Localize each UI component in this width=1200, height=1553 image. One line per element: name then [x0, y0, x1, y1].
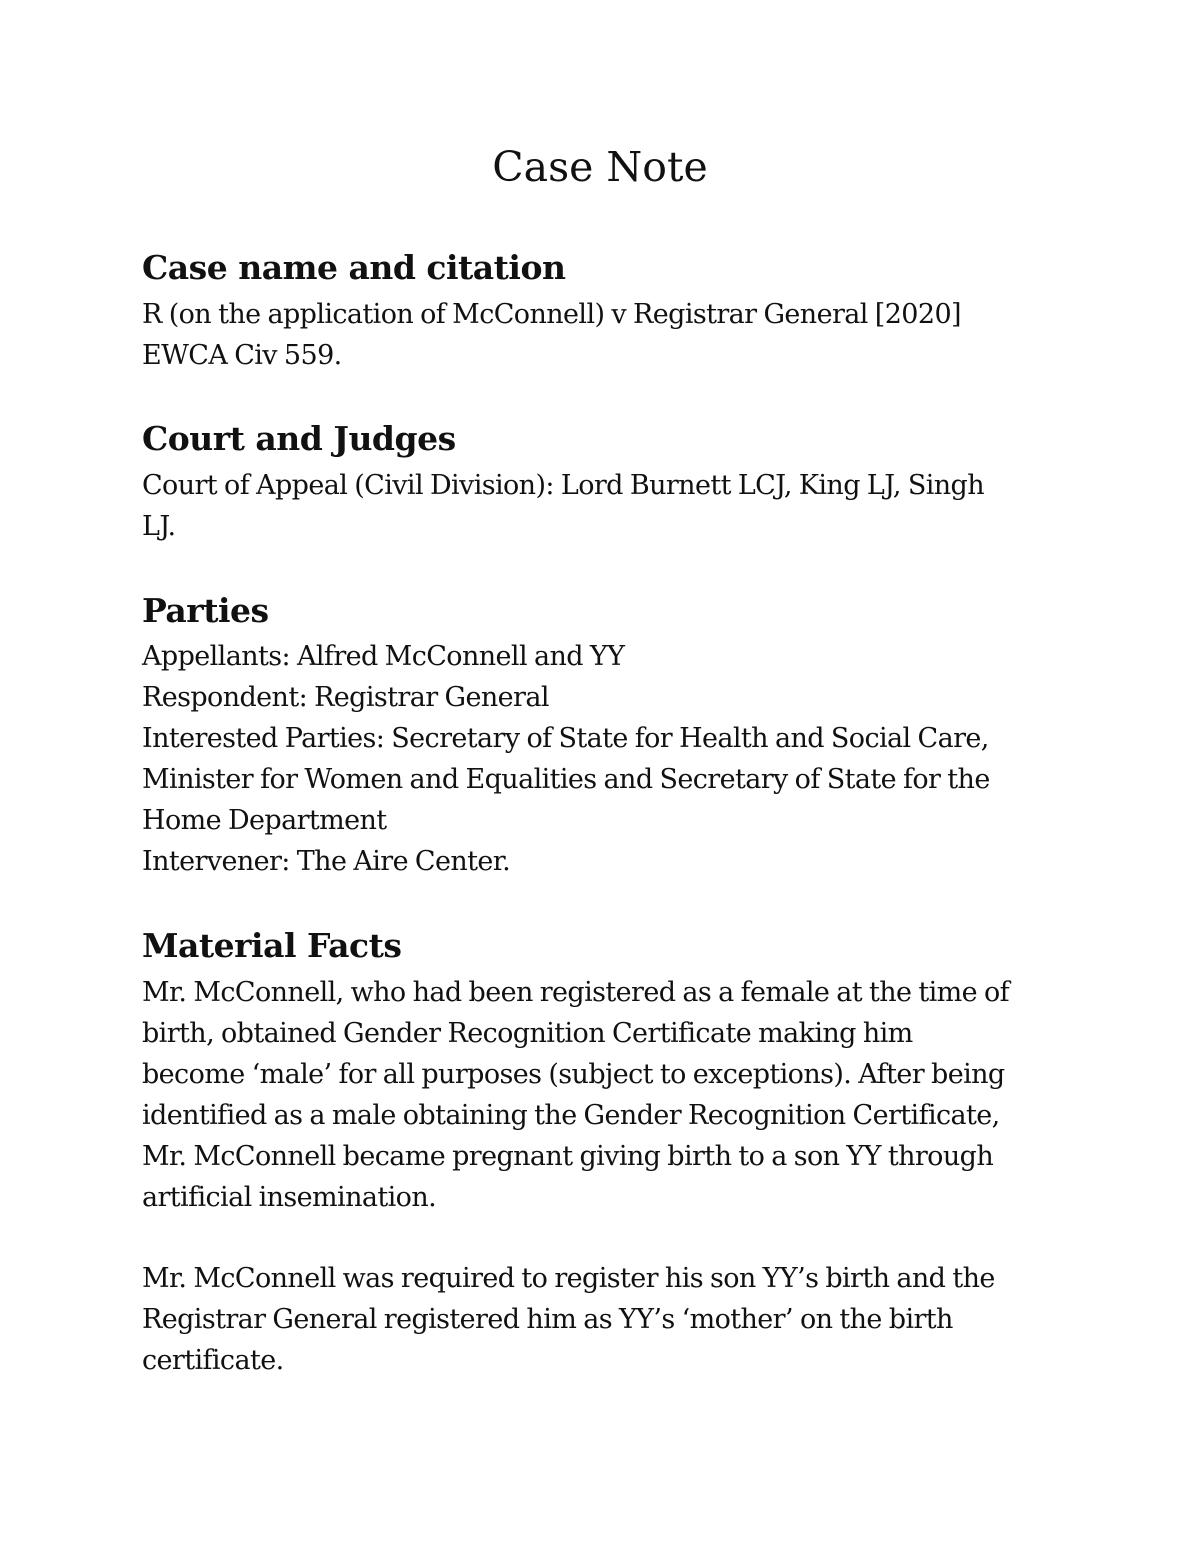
case-citation-text: [142, 294, 1072, 376]
section-heading-material-facts: Material Facts: [142, 926, 402, 965]
text-line: Mr. McConnell, who had been registered as a female at the time of: [142, 977, 1010, 1008]
text-line: Mr. McConnell was required to register his son YY’s birth and the: [142, 1263, 995, 1294]
text-line: identified as a male obtaining the Gender Recognition Certificate,: [142, 1100, 1000, 1131]
text-line: birth, obtained Gender Recognition Certificate making him: [142, 1018, 913, 1049]
text-line: EWCA Civ 559.: [142, 340, 342, 371]
text-line: Appellants: Alfred McConnell and YY: [142, 641, 625, 672]
text-line: Home Department: [142, 805, 387, 836]
text-line: Respondent: Registrar General: [142, 682, 549, 713]
text-line: Interested Parties: Secretary of State for Health and Social Care,: [142, 723, 989, 754]
section-heading-parties: Parties: [142, 591, 269, 630]
parties-text: [142, 636, 1072, 882]
text-line: become ‘male’ for all purposes (subject to exceptions). After being: [142, 1059, 1005, 1090]
text-line: Court of Appeal (Civil Division): Lord Burnett LCJ, King LJ, Singh: [142, 470, 985, 501]
section-heading-court: Court and Judges: [142, 419, 456, 458]
text-line: Minister for Women and Equalities and Secretary of State for the: [142, 764, 990, 795]
material-facts-paragraph-2: [142, 1258, 1072, 1381]
text-line: Mr. McConnell became pregnant giving birth to a son YY through: [142, 1141, 994, 1172]
material-facts-paragraph-1: [142, 972, 1072, 1218]
text-line: artificial insemination.: [142, 1182, 437, 1213]
court-judges-text: [142, 465, 1072, 547]
document-title: Case Note: [492, 143, 708, 191]
text-line: Registrar General registered him as YY’s ‘mother’ on the birth: [142, 1304, 953, 1335]
section-heading-case-name: Case name and citation: [142, 248, 566, 287]
text-line: certificate.: [142, 1345, 284, 1376]
text-line: R (on the application of McConnell) v Registrar General [2020]: [142, 299, 961, 330]
text-line: Intervener: The Aire Center.: [142, 846, 511, 877]
text-line: LJ.: [142, 511, 176, 542]
